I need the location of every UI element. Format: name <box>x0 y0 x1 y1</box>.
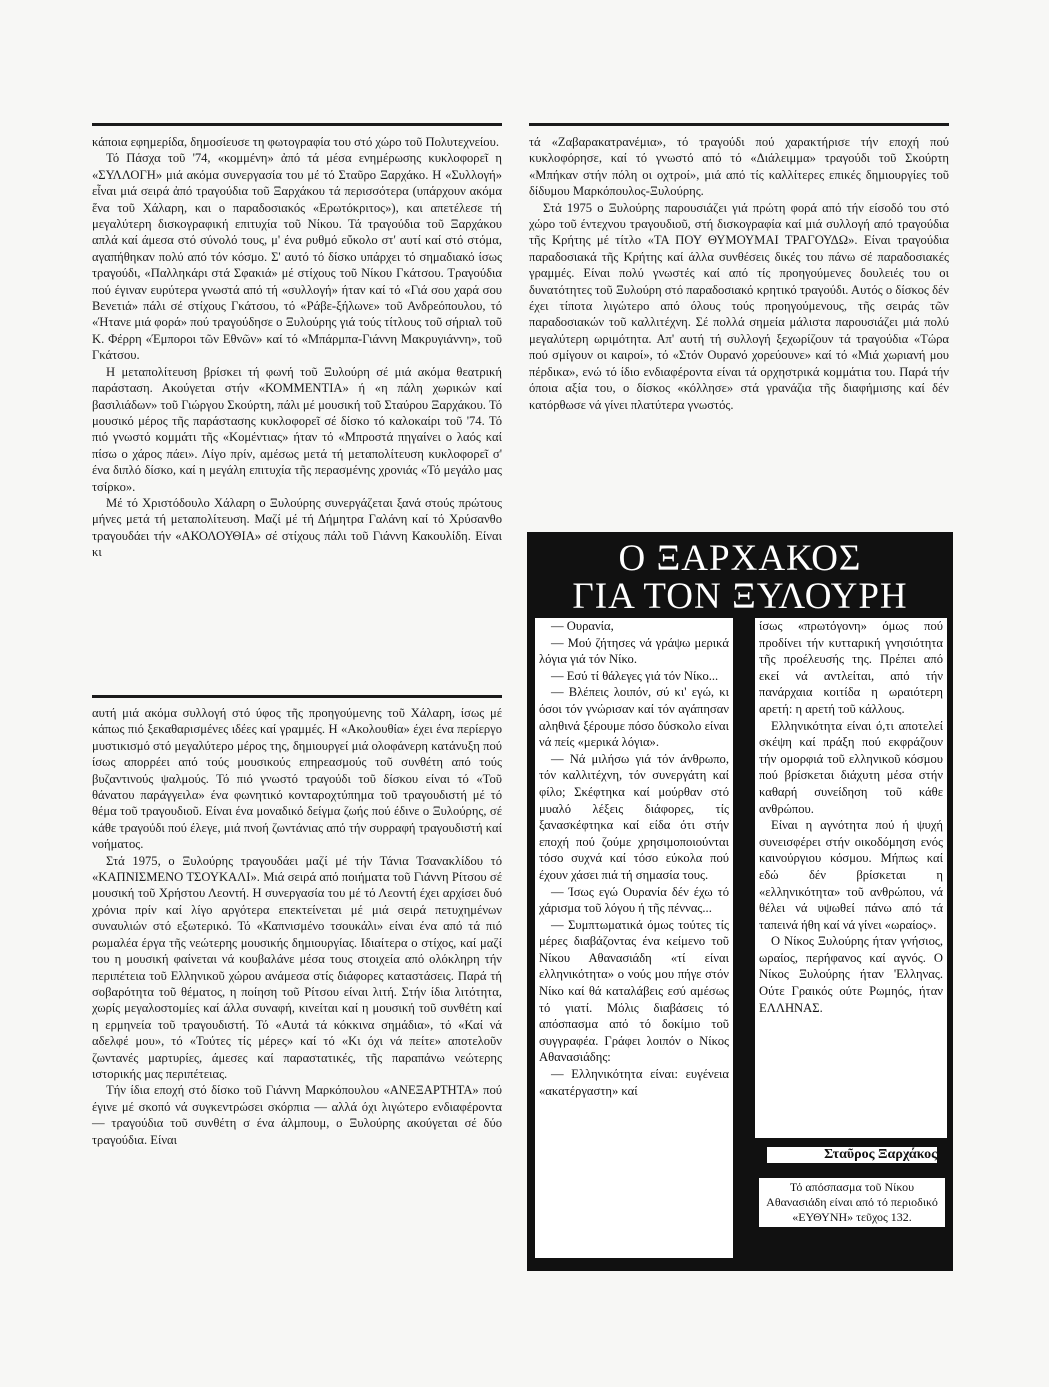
box-paragraph: ίσως «πρωτόγονη» όμως πού προδίνει τήν κυτταρική γνησιότητα τῆς προέλευσής της. Πρέπει από εκεί νά αντλείται, από τήν πανάρχαια κοιτίδα η ωραιότερη αρετή: η αρετή τοῦ κάλλους. <box>759 619 943 716</box>
box-title-line: Ο ΞΑΡΧΑΚΟΣ <box>618 538 862 579</box>
paragraph: Στά 1975, ο Ξυλούρης τραγουδάει μαζί μέ τήν Τάνια Τσανακλίδου τό «ΚΑΠΝΙΣΜΕΝΟ ΤΣΟΥΚΑΛΙ». Μιά σειρά από ποιήματα τοῦ Γιάννη Ρίτσου σέ μουσική τοῦ Χρήστου Λεοντή. Η συνεργασία του μέ τό Λεοντή έχει αρχίσει δυό χρόνια πρίν καί λίγο αργότερα επεκτείνεται μέ μιά σειρά πετυχημένων συναυλιών στό εξωτερικό. Τό «Καπνισμένο τσουκάλι» είναι ένα από τά πιό ρωμαλέα έργα τῆς νεώτερης μουσικής δημιουργίας. Ιδιαίτερα ο στίχος, καί μαζί του η μουσική φαίνεται νά κουβαλάνε μέσα τους στοιχεία από ολόκληρη τήν περιπέτεια τοῦ Ελληνικοῦ χώρου ανάμεσα στίς διάφορες καταστάσεις. Παρά τή σοβαρότητα τοῦ θέματος, η ποίηση τοῦ Ρίτσου είναι λιτή. Στήν ίδια λιτότητα, χωρίς μεγαλοστομίες καί άλλα συναφή, κινείται καί η μουσική τοῦ συνθέτη καί η ερμηνεία τοῦ τραγουδιστή. Τό «Αυτά τά κόκκινα σημάδια», τό «Καί νά αδελφέ μου», τό «Τούτες τίς μέρες» καί τό «Κι όχι νά πείτε» αποτελοῦν ζωντανές μαρτυρίες, άμεσες καί παραστατικές, τῆς παραπάνω νεώτερης ιστορικής μας περιπέτειας. <box>92 853 502 1081</box>
left-column-bottom <box>92 705 502 1148</box>
left-column-top <box>92 134 502 561</box>
middle-rule-left <box>92 695 502 698</box>
box-paragraph: — Ουρανία, <box>551 619 614 633</box>
box-paragraph: Ελληνικότητα είναι ό,τι αποτελεί σκέψη καί πράξη πού εκφράζουν τήν ομορφιά τοῦ ελληνικοῦ κόσμου πού βρίσκεται διάχυτη μέσα στήν καθαρή συνείδηση τοῦ κάθε ανθρώπου. <box>759 718 943 816</box>
paragraph: Στά 1975 ο Ξυλούρης παρουσιάζει γιά πρώτη φορά από τήν είσοδό του στό χώρο τοῦ έντεχνου τραγουδιοῦ, στή δισκογραφία καί μιά συλλογή από τραγούδια τῆς Κρήτης μέ τίτλο «ΤΑ ΠΟΥ ΘΥΜΟΥΜΑΙ ΤΡΑΓΟΥΔΩ». Είναι τραγούδια παραδοσιακά τῆς Κρήτης καί άλλα συνθέσεις δικές του πάνω σέ παραδοσιακές γραμμές. Είναι πολύ γνωστές καί από τίς προηγούμενες δουλειές του οι δυνατότητες τοῦ Ξυλούρη στό παραδοσιακό κρητικό τραγούδι. Αυτός ο δίσκος δέν έχει τίποτα λιγώτερο από όλους τούς προηγούμενους, τῆς σειράς τῶν παραδοσιακών τοῦ καλλιτέχνη. Σέ πολλά σημεία μάλιστα παρουσιάζει μιά πολύ μεγαλύτερη ωριμότητα. Απ' αυτή τή συλλογή ξεχωρίζουν τά τραγούδια «Τώρα πού σμίγουν οι καιροί», τό «Στόν Ουρανό χορεύουνε» καί τό «Μιά χωριανή μου πέρδικα», ενώ τό ίδιο ενδιαφέροντα είναι τά ορχηστρικά κομμάτια του. Παρά τήν όποια αξία του, ο δίσκος «κόλλησε» στά γρανάζια τῆς διαφήμισης καί δέν κατόρθωσε νά γίνει πλατύτερα γνωστός. <box>529 200 949 412</box>
box-paragraph: — Ελληνικότητα είναι: ευγένεια «ακατέργαστη» καί <box>539 1067 729 1098</box>
paragraph: τά «Ζαβαρακατρανέμια», τό τραγούδι πού χαρακτήρισε τήν εποχή πού κυκλοφόρησε, καί τό γνωστό από τό «Διάλειμμα» τραγούδι τοῦ Σκούρτη «Μπήκαν στήν πόλη οι οχτροί», μιά από τίς καλλίτερες επικές δημιουργίες τοῦ δίδυμου Μαρκόπουλος-Ξυλούρης. <box>529 135 949 199</box>
paragraph: Μέ τό Χριστόδουλο Χάλαρη ο Ξυλούρης συνεργάζεται ξανά στούς πρώτους μήνες μετά τή μεταπολίτευση. Μαζί μέ τή Δήμητρα Γαλάνη καί τό Χρύσανθο τραγουδάει τήν «ΑΚΟΛΟΥΘΙΑ» σέ στίχους πάλι τοῦ Γιάννη Κακουλίδη. Είναι κι <box>92 495 502 560</box>
top-rule-left <box>92 123 502 126</box>
paragraph: αυτή μιά ακόμα συλλογή στό ύφος τῆς προηγούμενης τοῦ Χάλαρη, ίσως μέ κάπως πιό ξεκαθαρισμένες ιδέες καί γραμμές. Η «Ακολουθία» έχει ένα περίεργο μυστικισμό στό μεγαλύτερο μέρος της, δημιουργεί μιά ολοφάνερη κατάνυξη πού ίσως απορρέει από τούς μουσικούς επηρεασμούς τοῦ συνθέτη από τούς βυζαντινούς ψαλμούς. Τό πιό γνωστό τραγούδι τοῦ δίσκου είναι τό «Τοῦ θάνατου παράγγειλα» ένα φωνητικό κονταροχτύπημα τοῦ τραγουδιστή μέ τό θέμα τοῦ τραγουδιοῦ. Είναι ένα μοναδικό δείγμα ζωής πού έδινε ο Ξυλούρης, σέ κάθε τραγούδι πού έλεγε, μιά πνοή ζωντάνιας από τήν συρραφή τραγουδιστή καί νοήματος. <box>92 706 502 852</box>
box-right-column <box>755 618 947 1138</box>
source-note: Τό απόσπασμα τοῦ Νίκου Αθανασιάδη είναι από τό περιοδικό «ΕΥΘΥΝΗ» τεῦχος 132. <box>759 1178 945 1227</box>
box-paragraph: Είναι η αγνότητα πού ή ψυχή συνεισφέρει στήν οικοδόμηση ενός καινούργιου κόσμου. Μήπως καί εδώ δέν βρίσκεται η «ελληνικότητα» τοῦ ανθρώπου, νά θέλει νά υψωθεί πάνω από τά ταπεινά ήθη καί νά γίνει «ωραίος». <box>759 818 943 932</box>
right-column-top <box>529 134 949 413</box>
box-left-column <box>535 618 733 1258</box>
box-paragraph: — Συμπτωματικά όμως τούτες τίς μέρες διαβάζοντας ένα κείμενο τοῦ Νίκου Αθανασιάδη «τί είναι ελληνικότητα» ο νούς μου πήγε στόν Νίκο καί θά καταλάβεις εσύ αμέσως τό γιατί. Μόλις διαβάσεις τό απόσπασμα από τό δοκίμιο τοῦ συγγραφέα. Γράφει λοιπόν ο Νίκος Αθανασιάδης: <box>539 917 729 1065</box>
paragraph: Η μεταπολίτευση βρίσκει τή φωνή τοῦ Ξυλούρη σέ μιά ακόμα θεατρική παράσταση. Ακούγεται στήν «ΚΟΜΜΕΝΤΙΑ» ή «η πάλη χωρικών καί βασιλιάδων» τοῦ Γιώργου Σκούρτη, πάλι μέ μουσική τοῦ Σταύρου Ξαρχάκου. Τό μουσικό μέρος τῆς παράστασης κυκλοφορεῖ σέ δίσκο τό καλοκαίρι τοῦ '74. Τό πιό γνωστό κομμάτι τῆς «Κομέντιας» ήταν τό «Μπροστά πηγαίνει ο λαός καί πίσω ο χάρος πάει». Λίγο πρίν, αμέσως μετά τή μεταπολίτευση κυκλοφορεῖ σ' ένα διπλό δίσκο, καί η μεγάλη επιτυχία τῆς περασμένης χρονιάς «Τό μεγάλο μας τσίρκο». <box>92 364 502 494</box>
paragraph: Τήν ίδια εποχή στό δίσκο τοῦ Γιάννη Μαρκόπουλου «ΑΝΕΞΑΡΤΗΤΑ» πού έγινε μέ σκοπό νά συγκεντρώσει σκόρπια — αλλά όχι λιγώτερο ενδιαφέροντα — τραγούδια τοῦ συνθέτη σ ένα άλμπουμ, ο Ξυλούρης ακούγεται σέ δύο τραγούδια. Είναι <box>92 1083 502 1147</box>
box-title <box>527 540 953 616</box>
paragraph: κάποια εφημερίδα, δημοσίευσε τη φωτογραφία του στό χώρο τοῦ Πολυτεχνείου. <box>92 135 499 149</box>
box-paragraph: — Νά μιλήσω γιά τόν άνθρωπο, τόν καλλιτέχνη, τόν συνεργάτη καί φίλο; Σκέφτηκα καί μούρθαν στό μυαλό λέξεις διάφορες, τίς ξανασκέφτηκα καί είδα ότι στήν εποχή πού ζούμε χρησιμοποιούνται τόσο συχνά καί τόσο εύκολα πού έχουν χάσει πιά τή σημασία τους. <box>539 751 729 882</box>
top-rule-right <box>529 123 949 126</box>
box-paragraph: — Βλέπεις λοιπόν, σύ κι' εγώ, κι όσοι τόν γνώρισαν καί τόν αγάπησαν αληθινά ξέρουμε πόσο δύσκολο είναι νά πείς «μερικά λόγια». <box>539 685 729 750</box>
box-title-line: ΓΙΑ ΤΟΝ ΞΥΛΟΥΡΗ <box>572 576 908 617</box>
box-paragraph: Ο Νίκος Ξυλούρης ήταν γνήσιος, ωραίος, περήφανος καί αγνός. Ο Νίκος Ξυλούρης ήταν 'Ελληνας. Ούτε Γραικός ούτε Ρωμηός, ήταν ΕΛΛΗΝΑΣ. <box>759 934 943 1015</box>
paragraph: Τό Πάσχα τοῦ '74, «κομμένη» ἀπό τά μέσα ενημέρωσης κυκλοφορεῖ η «ΣΥΛΛΟΓΗ» μιά ακόμα συνεργασία του μέ τό Σταῦρο Ξαρχάκο. Η «Συλλογή» εἶναι μιά σειρά ἀπό τραγούδια τοῦ Ξαρχάκου τά περισσότερα (υπάρχουν ακόμα ἕνα τοῦ Χάλαρη, και ο παραδοσιακός «Ερωτόκριτος»), και απετέλεσε τή μεγαλύτερη δισκογραφική επιτυχία τοῦ Νίκου. Τά τραγούδια τοῦ Ξαρχάκου απλά καί άμεσα στό σύνολό τους, μ' ένα ρυθμό εὔκολο στ' αυτί καί στό στόμα, αγαπήθηκαν πολύ από τόν κόσμο. Σ' αυτό τό δίσκο υπάρχει τό σημαδιακό ίσως τραγούδι, «Παλληκάρι στά Σφακιά» μέ στίχους τοῦ Νίκου Γκάτσου. Τραγούδια πού έγιναν ευρύτερα γνωστά από τή «συλλογή» ήταν καί τό «Γιά σου χαρά σου Βενετιά» πάλι σέ στίχους Γκάτσου, τό «Ράβε-ξήλωνε» τοῦ Ανδρεόπουλου, τό «Ήτανε μιά φορά» πού τραγούδησε ο Ξυλούρης γιά τούς τίτλους τοῦ σήριαλ τοῦ Κ. Φέρρη «Έμποροι τῶν Εθνῶν» καί τό «Μπάρμπα-Γιάννη Μακρυγιάννη», τοῦ Γκάτσου. <box>92 151 502 363</box>
box-paragraph: — Μού ζήτησες νά γράψω μερικά λόγια γιά τόν Νίκο. <box>539 635 729 667</box>
author-signature: Σταῦρος Ξαρχάκος <box>767 1147 937 1163</box>
box-paragraph: — Ίσως εγώ Ουρανία δέν έχω τό χάρισμα τοῦ λόγου ή τῆς πέννας... <box>539 884 729 916</box>
box-paragraph: — Εσύ τί θάλεγες γιά τόν Νίκο... <box>551 668 719 683</box>
sidebar-box <box>527 532 953 1271</box>
